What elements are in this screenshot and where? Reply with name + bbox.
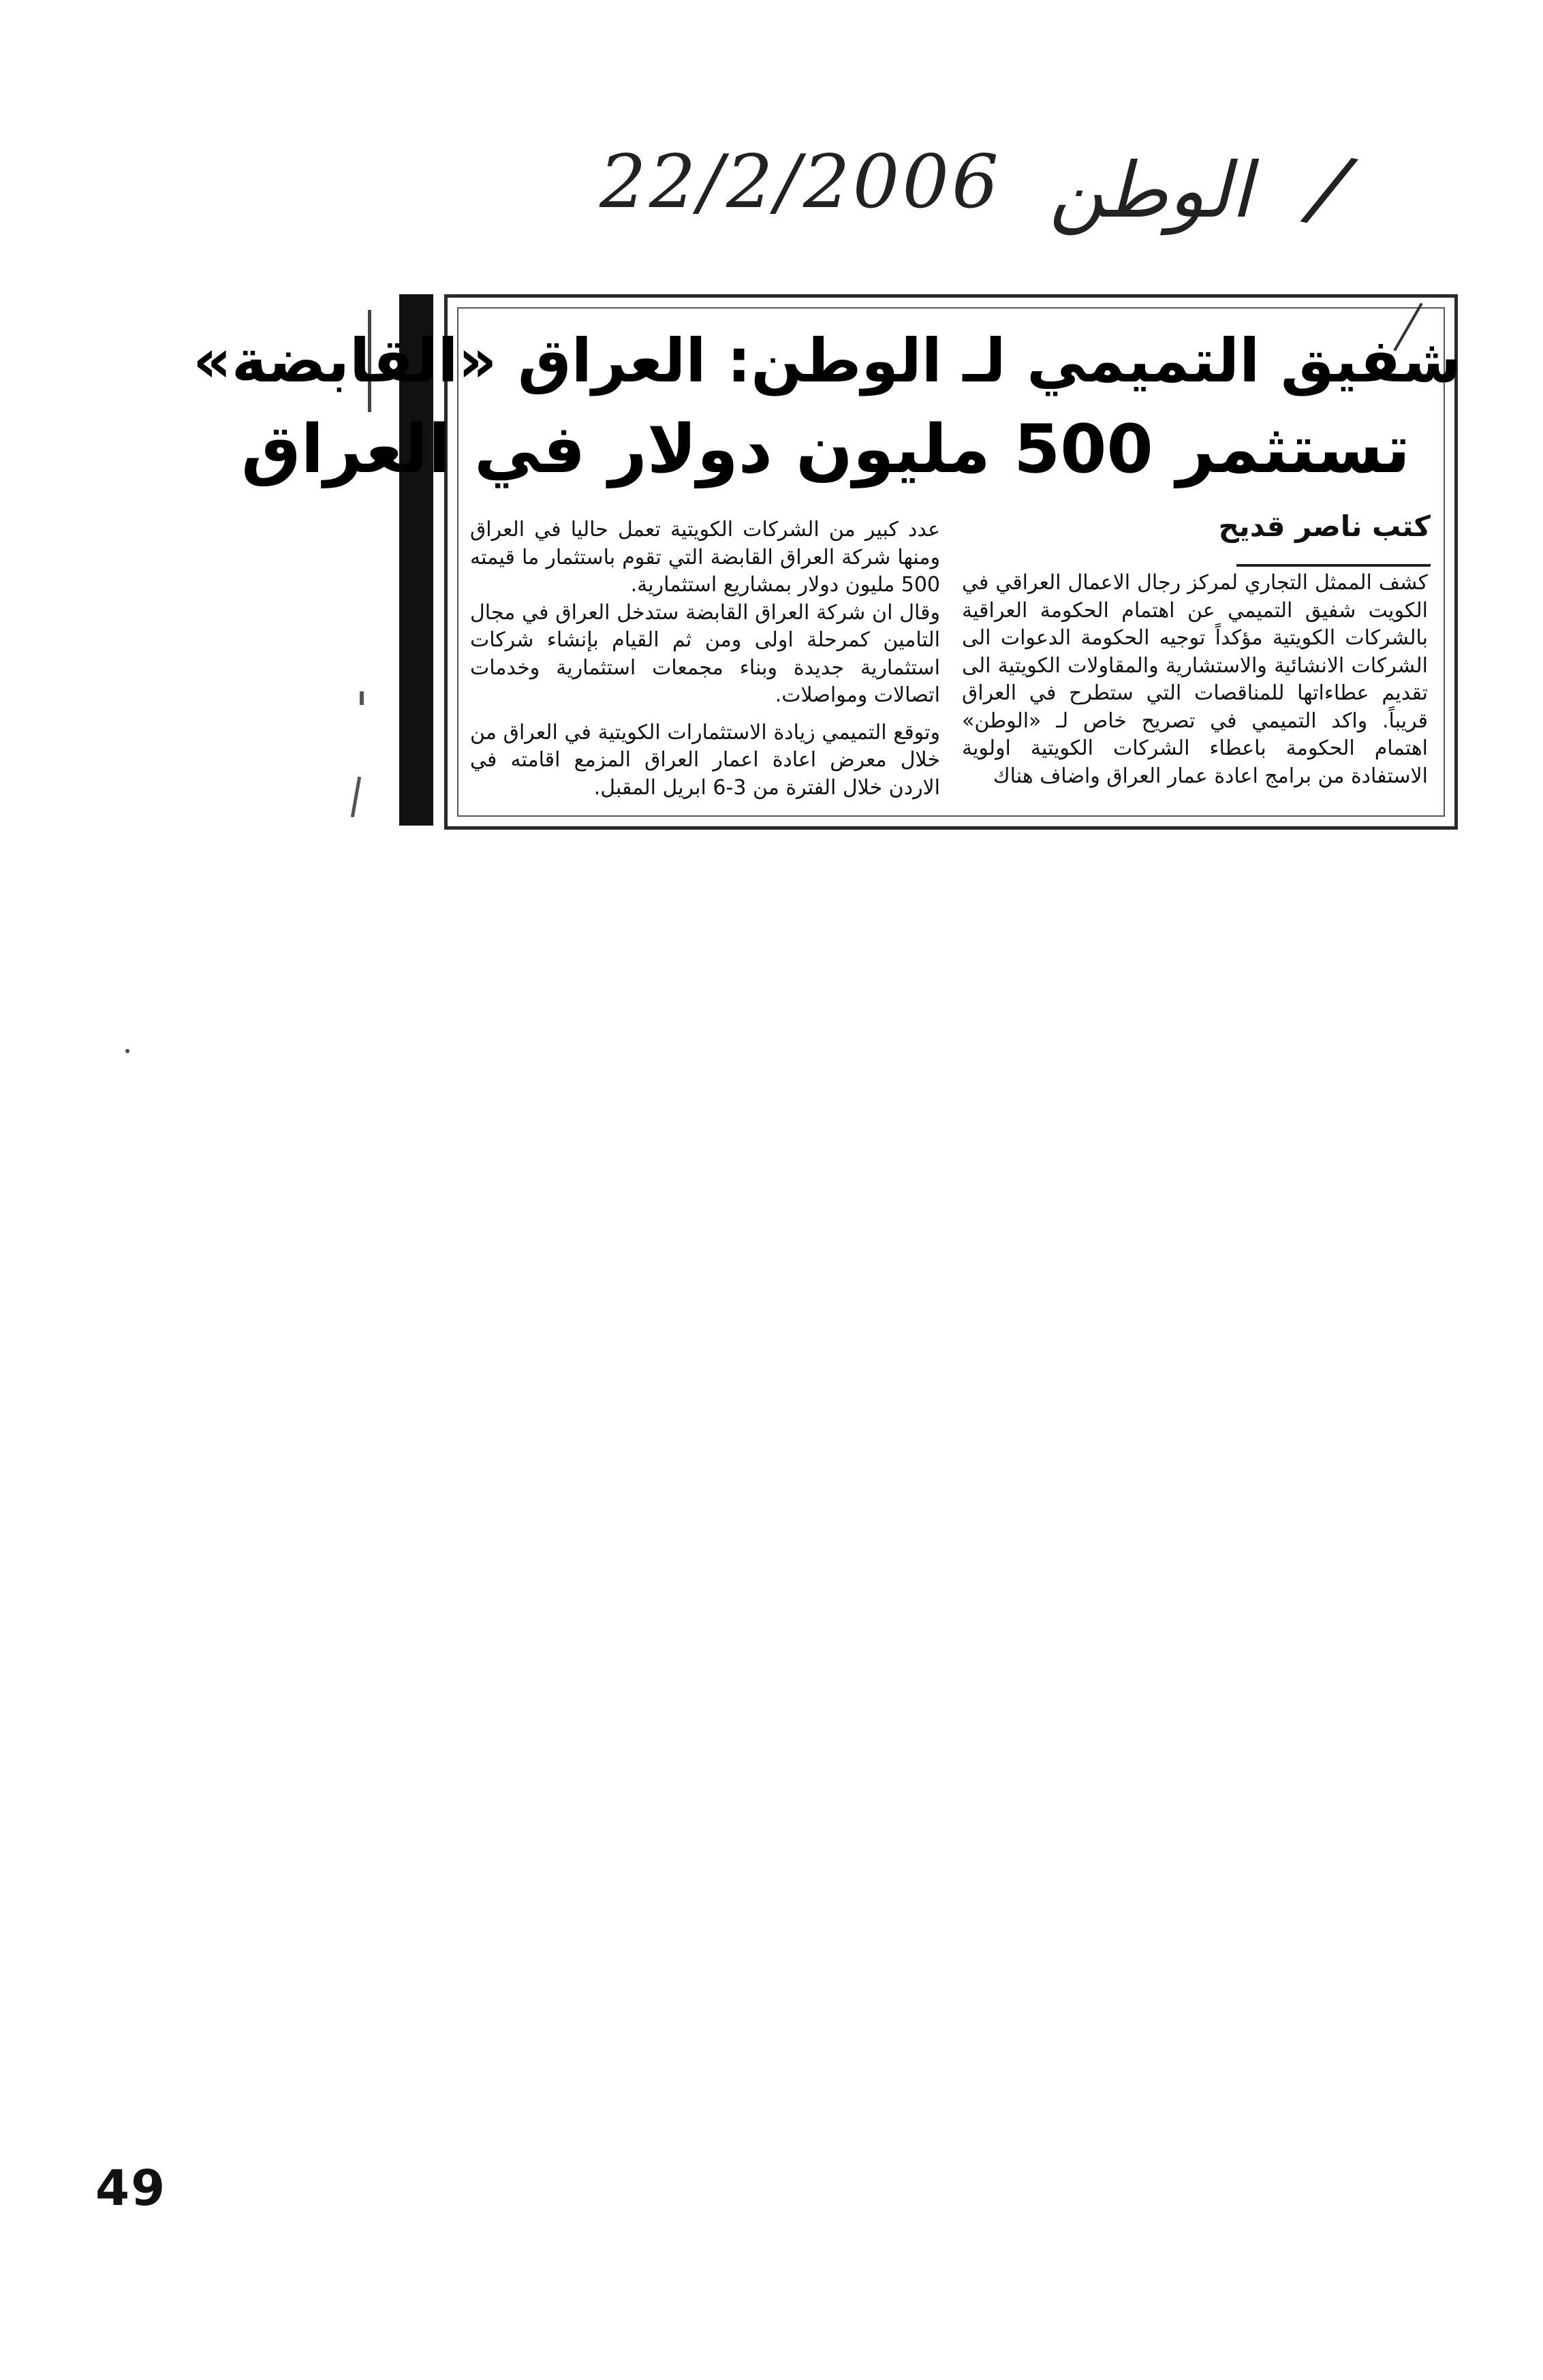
handwritten-mark: /: [1304, 134, 1356, 242]
headline-line-1: شفيق التميمي لـ الوطن: العراق «القابضة»: [192, 326, 1461, 396]
article-column-right: [962, 569, 1428, 790]
page-number: 49: [95, 2159, 167, 2217]
handwritten-source: الوطن: [1049, 146, 1252, 235]
paragraph: وقال ان شركة العراق القابضة ستدخل العراق في مجال التامين كمرحلة اولى ومن ثم القيام بإنشاء شركات استثمارية جديدة وبناء مجمعات استثمارية وخدمات اتصالات ومواصلات.: [470, 600, 940, 707]
paragraph: وتوقع التميمي زيادة الاستثمارات الكويتية في العراق من خلال معرض اعادة اعمار العراق المزمع اقامته في الاردن خلال الفترة من 3-6 ابريل المقبل.: [470, 720, 940, 800]
headline-line-2: تستثمر 500 مليون دولار في العراق: [241, 411, 1410, 488]
scan-mark: [360, 691, 364, 705]
article-column-left: [470, 516, 940, 802]
handwritten-date: 22/2/2006: [599, 140, 1001, 225]
scan-mark: [351, 777, 361, 817]
paragraph: كشف الممثل التجاري لمركز رجال الاعمال العراقي في الكويت شفيق التميمي عن اهتمام الحكومة العراقية بالشركات الكويتية مؤكداً توجيه الحكومة الدعوات الى الشركات الانشائية والاستشارية والمقاولات الكويتية الى تقديم عطاءاتها للمناقصات التي ستطرح في العراق قريباً. واكد التميمي في تصريح خاص لـ «الوطن» اهتمام الحكومة باعطاء الشركات الكويتية اولوية الاستفادة من برامج اعادة عمار العراق واضاف هناك: [962, 571, 1428, 788]
byline-rule: [1236, 564, 1431, 567]
paragraph: عدد كبير من الشركات الكويتية تعمل حاليا في العراق ومنها شركة العراق القابضة التي تقوم باستثمار ما قيمته 500 مليون دولار بمشاريع استثمارية.: [470, 518, 940, 597]
byline: كتب ناصر قديح: [1218, 510, 1431, 543]
scan-speck: [125, 1049, 129, 1053]
